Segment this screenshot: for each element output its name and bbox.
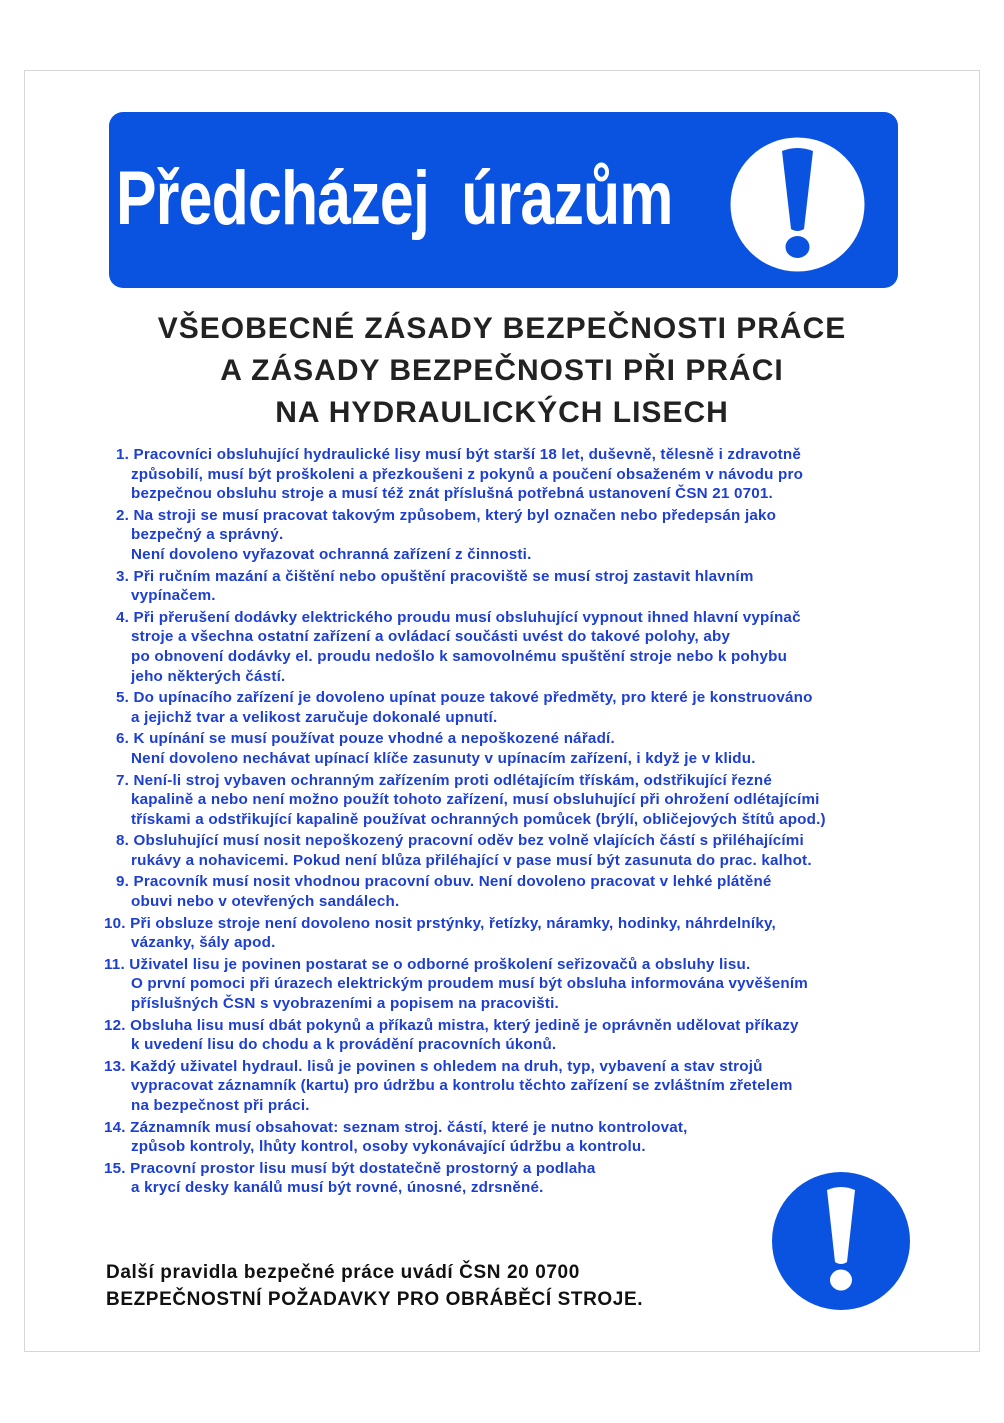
banner-title: Předcházej úrazům (116, 156, 673, 241)
rule-text: 1. Pracovníci obsluhující hydraulické lisy musí být starší 18 let, duševně, tělesně i zdravotně (116, 446, 801, 463)
rule-text-continued: a krycí desky kanálů musí být rovné, únosné, zdrsněné. (131, 1179, 544, 1197)
list-item (104, 914, 954, 953)
list-item (104, 1057, 954, 1116)
footer-line: BEZPEČNOSTNÍ POŽADAVKY PRO OBRÁBĚCÍ STROJE. (106, 1289, 644, 1310)
list-item (104, 771, 954, 830)
rule-text: 13. Každý uživatel hydraul. lisů je povinen s ohledem na druh, typ, vybavení a stav strojů (104, 1057, 763, 1075)
heading-line: VŠEOBECNÉ ZÁSADY BEZPEČNOSTI PRÁCE (157, 312, 847, 345)
rule-text-continued: třískami a odstřikující kapalině používat ochranných pomůcek (brýlí, obličejových štítů apod.) (131, 810, 826, 828)
rule-text-continued: obuvi nebo v otevřených sandálech. (131, 893, 400, 911)
list-item (104, 1118, 954, 1157)
heading-line: A ZÁSADY BEZPEČNOSTI PŘI PRÁCI (220, 354, 784, 387)
list-item (104, 872, 954, 911)
rule-text-continued: způsobilí, musí být proškoleni a přezkoušeni z pokynů a poučení obsaženém v návodu pro (131, 465, 804, 483)
footer-line: Další pravidla bezpečné práce uvádí ČSN 20 0700 (106, 1262, 580, 1283)
heading-line: NA HYDRAULICKÝCH LISECH (275, 396, 729, 429)
list-item (104, 567, 954, 606)
list-item (104, 729, 954, 768)
rule-text-continued: Není dovoleno nechávat upínací klíče zasunuty v upínacím zařízení, i když je v klidu. (131, 749, 756, 767)
rule-text-continued: rukávy a nohavicemi. Pokud není blůza přiléhající v pase musí být zasunuta do prac. kalhot. (131, 851, 812, 869)
rule-text-continued: bezpečný a správný. (131, 526, 284, 544)
rule-text-continued: a jejichž tvar a velikost zaručuje dokonalé upnutí. (131, 708, 498, 726)
list-item (104, 1016, 954, 1055)
rule-text-continued: způsob kontroly, lhůty kontrol, osoby vykonávající údržbu a kontrolu. (131, 1138, 646, 1156)
footer-note (106, 1259, 643, 1313)
rule-text-continued: kapalině a nebo není možno použít tohoto zařízení, musí obsluhující při ohrožení odlétajícími (131, 791, 820, 809)
rule-text: 7. Není-li stroj vybaven ochranným zařízením proti odlétajícím třískám, odstřikující řezné (116, 771, 773, 789)
rule-text-continued: na bezpečnost při práci. (131, 1097, 310, 1114)
rule-text-continued: Není dovoleno vyřazovat ochranná zařízení z činnosti. (131, 545, 532, 563)
rule-text-continued: O první pomoci při úrazech elektrickým proudem musí být obsluha informována vyvěšením (131, 975, 808, 993)
rule-text: 10. Při obsluze stroje není dovoleno nosit prstýnky, řetízky, náramky, hodinky, náhrdelníky, (104, 914, 776, 932)
rule-text: 5. Do upínacího zařízení je dovoleno upínat pouze takové předměty, pro které je konstruováno (116, 689, 813, 707)
rule-text: 6. K upínání se musí používat pouze vhodné a nepoškozené nářadí. (116, 730, 615, 748)
rule-text: 11. Uživatel lisu je povinen postarat se o odborné proškolení seřizovačů a obsluhy lisu. (104, 955, 751, 973)
rule-text-continued: vypracovat záznamník (kartu) pro údržbu a kontrolu těchto zařízení se zvláštním zřetelem (131, 1077, 793, 1095)
rules-list (104, 445, 954, 1200)
rule-text: 14. Záznamník musí obsahovat: seznam stroj. částí, které je nutno kontrolovat, (104, 1118, 688, 1136)
rule-text-continued: příslušných ČSN s vyobrazeními a popisem na pracovišti. (131, 995, 559, 1013)
rule-text: 9. Pracovník musí nosit vhodnou pracovní obuv. Není dovoleno pracovat v lehké plátěné (116, 873, 772, 891)
exclamation-circle-icon (730, 137, 865, 272)
rule-text: 4. Při přerušení dodávky elektrického proudu musí obsluhující vypnout ihned hlavní vypínač (116, 608, 801, 626)
list-item (104, 955, 954, 1014)
rule-text: 2. Na stroji se musí pracovat takovým způsobem, který byl označen nebo předepsán jako (116, 506, 777, 524)
exclamation-circle-icon (772, 1172, 910, 1310)
rule-text-continued: jeho některých částí. (131, 667, 286, 685)
list-item (104, 688, 954, 727)
rule-text-continued: bezpečnou obsluhu stroje a musí též znát příslušná potřebná ustanovení ČSN 21 0701. (131, 485, 773, 503)
rule-text-continued: vázanky, šály apod. (131, 934, 276, 952)
list-item (104, 831, 954, 870)
rule-text: 12. Obsluha lisu musí dbát pokynů a příkazů mistra, který jedině je oprávněn udělovat příkazy (104, 1016, 799, 1034)
list-item (104, 608, 954, 686)
rule-text-continued: k uvedení lisu do chodu a k provádění pracovních úkonů. (131, 1036, 557, 1054)
rule-text: 8. Obsluhující musí nosit nepoškozený pracovní oděv bez volně vlajících částí s přiléhajícími (116, 832, 804, 850)
list-item (104, 506, 954, 565)
rule-text: 15. Pracovní prostor lisu musí být dostatečně prostorný a podlaha (104, 1159, 596, 1177)
rule-text-continued: vypínačem. (131, 587, 216, 605)
rule-text-continued: stroje a všechna ostatní zařízení a ovládací součásti uvést do takové polohy, aby (131, 628, 731, 646)
rule-text: 3. Při ručním mazání a čištění nebo opuštění pracoviště se musí stroj zastavit hlavním (116, 567, 754, 585)
rule-text-continued: po obnovení dodávky el. proudu nedošlo k samovolnému spuštění stroje nebo k pohybu (131, 647, 788, 665)
main-heading (0, 308, 1004, 434)
list-item (104, 445, 954, 504)
